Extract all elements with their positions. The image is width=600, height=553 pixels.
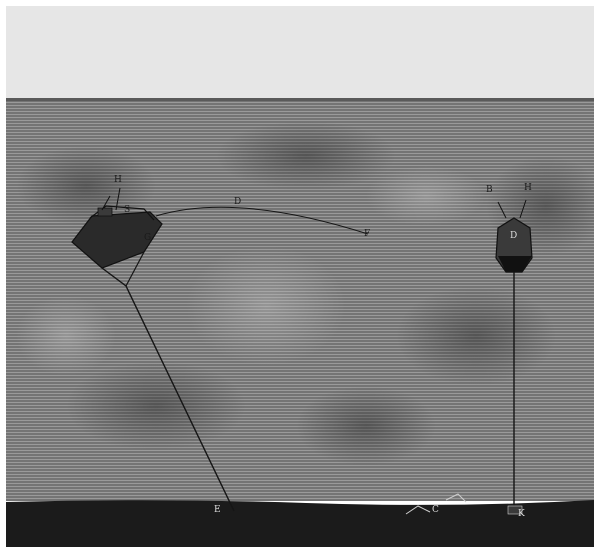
label-s: S <box>124 205 131 215</box>
label-d-arc: D <box>234 197 242 207</box>
seabed <box>6 500 594 547</box>
label-e: E <box>214 505 221 515</box>
label-f-arc: F <box>364 229 371 239</box>
label-b: B <box>486 185 493 195</box>
label-h-left: H <box>114 175 122 185</box>
label-k: K <box>518 509 525 519</box>
diagram-canvas <box>6 6 594 547</box>
figure-frame <box>6 6 594 547</box>
label-d-buoy: D <box>510 231 518 241</box>
sky-area <box>6 6 594 100</box>
water-surface <box>6 98 594 101</box>
label-c: C <box>432 505 439 515</box>
label-g: G <box>144 233 152 243</box>
label-h-right: H <box>524 183 532 193</box>
